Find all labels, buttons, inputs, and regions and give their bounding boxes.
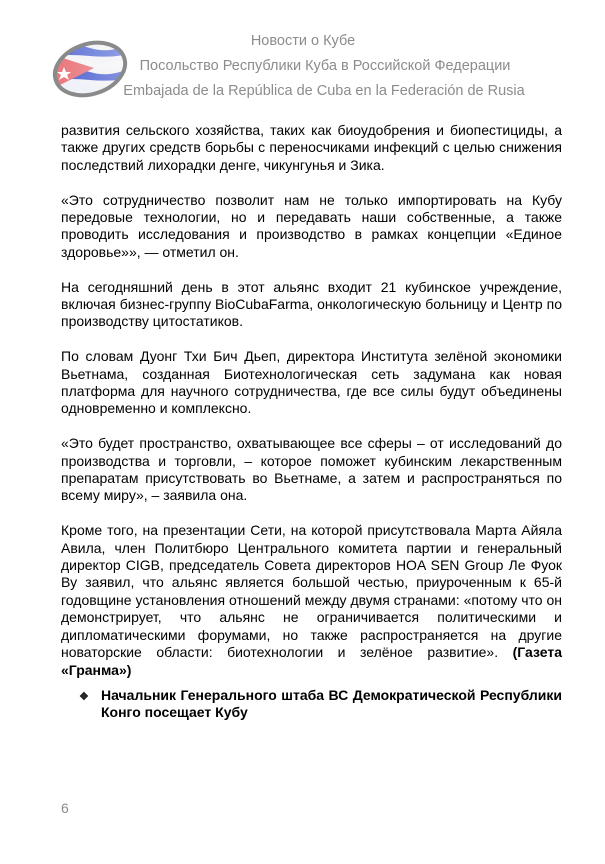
newsletter-title: Новости о Кубе — [250, 33, 356, 49]
article-paragraph: По словам Дуонг Тхи Бич Дьеп, директора Института зелёной экономики Вьетнама, созданная Биотехнологическая сеть задумана как новая платформа для научного сотрудничества, где все силы будут объединены одновременно и комплексно. — [61, 348, 562, 417]
page-header — [0, 0, 605, 110]
page-number: 6 — [61, 800, 69, 816]
article-paragraph: «Это сотрудничество позволит нам не только импортировать на Кубу передовые технологии, но и передавать наши собственные, а также проводить исследования и производство в рамках концепции «Единое здоровье»», — отметил он. — [61, 191, 562, 260]
article-paragraph: «Это будет пространство, охватывающее все сферы – от исследований до производства и торговли, – которое поможет кубинским лекарственным препаратам присутствовать во Вьетнаме, а затем и распространяться по всему миру», – заявила она. — [61, 435, 562, 504]
article-source: (Газета «Гранма») — [61, 644, 563, 678]
article-paragraph-text: Кроме того, на презентации Сети, на которой присутствовала Марта Айяла Авила, член Политбюро Центрального комитета партии и генеральный директор CIGB, председатель Совета директоров HOA SEN Group Ле Фуок Ву заявил, что альянс является большой честью, приуроченным к 65-й годовщине установления отношений между двумя странами: «потому что он демонстрирует, что альянс не ограничивается политическими и дипломатическими форумами, но также распространяется на другие новаторские области: биотехнологии и зелёное развитие». — [61, 522, 562, 661]
article-paragraph: развития сельского хозяйства, таких как биоудобрения и биопестициды, а также других средств борьбы с переносчиками инфекций с целью снижения последствий лихорадки денге, чикунгунья и Зика. — [61, 122, 562, 173]
next-news-item — [61, 687, 562, 722]
embassy-name-ru: Посольство Республики Куба в Российской Федерации — [139, 58, 511, 74]
article-paragraph-last — [61, 522, 562, 679]
embassy-name-es: Embajada de la República de Cuba en la Federación de Rusia — [123, 83, 525, 99]
diamond-bullet-icon: ❖ — [79, 690, 89, 703]
article-paragraph: На сегодняшний день в этот альянс входит 21 кубинское учреждение, включая бизнес-группу BioCubaFarma, онкологическую больницу и Центр по производству цитостатиков. — [61, 278, 562, 330]
article-body — [61, 122, 562, 722]
next-news-title: Начальник Генерального штаба ВС Демократической Республики Конго посещает Кубу — [101, 686, 562, 721]
